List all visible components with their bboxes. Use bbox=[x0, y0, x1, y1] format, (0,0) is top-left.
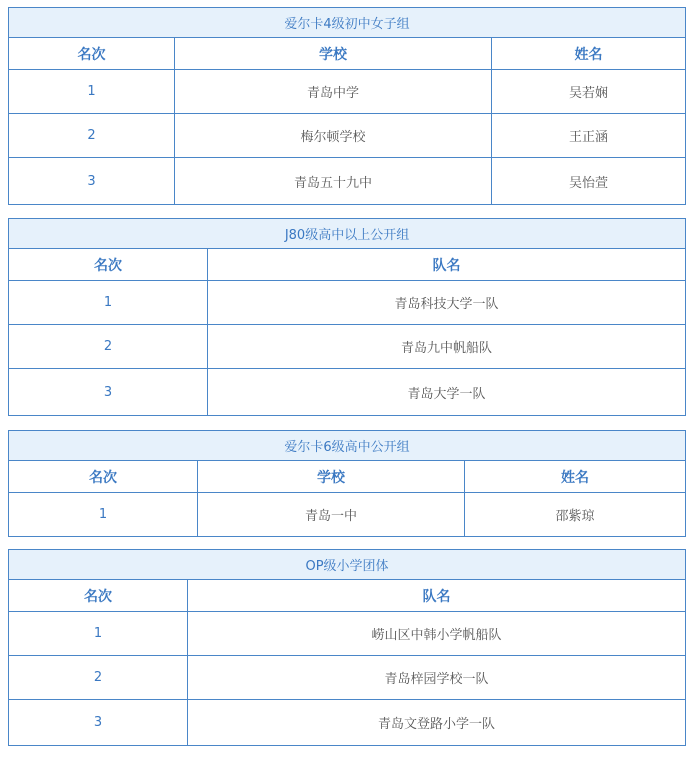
table-row bbox=[9, 612, 686, 656]
table-caption: OP级小学团体 bbox=[9, 550, 686, 580]
rank-cell: 3 bbox=[9, 158, 175, 205]
school-cell: 梅尔顿学校 bbox=[175, 114, 492, 158]
name-cell: 邵紫琼 bbox=[465, 493, 686, 537]
rank-cell: 1 bbox=[9, 612, 188, 656]
results-table-4 bbox=[8, 549, 686, 746]
school-cell: 青岛五十九中 bbox=[175, 158, 492, 205]
column-header-rank: 名次 bbox=[9, 249, 208, 281]
column-header-rank: 名次 bbox=[9, 461, 198, 493]
name-cell: 王正涵 bbox=[492, 114, 686, 158]
rank-cell: 1 bbox=[9, 70, 175, 114]
table-row bbox=[9, 700, 686, 746]
team-cell: 青岛大学一队 bbox=[208, 369, 686, 416]
table-row bbox=[9, 158, 686, 205]
rank-cell: 2 bbox=[9, 114, 175, 158]
table-row bbox=[9, 70, 686, 114]
rank-cell: 1 bbox=[9, 281, 208, 325]
table-row bbox=[9, 369, 686, 416]
table-caption: J80级高中以上公开组 bbox=[9, 219, 686, 249]
table-row bbox=[9, 493, 686, 537]
table-row bbox=[9, 114, 686, 158]
column-header-school: 学校 bbox=[175, 38, 492, 70]
rank-cell: 3 bbox=[9, 700, 188, 746]
table-row bbox=[9, 281, 686, 325]
rank-cell: 2 bbox=[9, 656, 188, 700]
results-table-1 bbox=[8, 7, 686, 205]
team-cell: 青岛科技大学一队 bbox=[208, 281, 686, 325]
column-header-name: 姓名 bbox=[465, 461, 686, 493]
table-caption: 爱尔卡6级高中公开组 bbox=[9, 431, 686, 461]
column-header-rank: 名次 bbox=[9, 38, 175, 70]
rank-cell: 2 bbox=[9, 325, 208, 369]
team-cell: 青岛九中帆船队 bbox=[208, 325, 686, 369]
name-cell: 吴怡萱 bbox=[492, 158, 686, 205]
results-table-3 bbox=[8, 430, 686, 537]
column-header-school: 学校 bbox=[198, 461, 465, 493]
team-cell: 青岛梓园学校一队 bbox=[188, 656, 686, 700]
column-header-rank: 名次 bbox=[9, 580, 188, 612]
column-header-team: 队名 bbox=[208, 249, 686, 281]
school-cell: 青岛一中 bbox=[198, 493, 465, 537]
rank-cell: 1 bbox=[9, 493, 198, 537]
table-caption: 爱尔卡4级初中女子组 bbox=[9, 8, 686, 38]
name-cell: 吴若娴 bbox=[492, 70, 686, 114]
rank-cell: 3 bbox=[9, 369, 208, 416]
team-cell: 青岛文登路小学一队 bbox=[188, 700, 686, 746]
school-cell: 青岛中学 bbox=[175, 70, 492, 114]
column-header-team: 队名 bbox=[188, 580, 686, 612]
column-header-name: 姓名 bbox=[492, 38, 686, 70]
team-cell: 崂山区中韩小学帆船队 bbox=[188, 612, 686, 656]
results-table-2 bbox=[8, 218, 686, 416]
table-row bbox=[9, 656, 686, 700]
table-row bbox=[9, 325, 686, 369]
